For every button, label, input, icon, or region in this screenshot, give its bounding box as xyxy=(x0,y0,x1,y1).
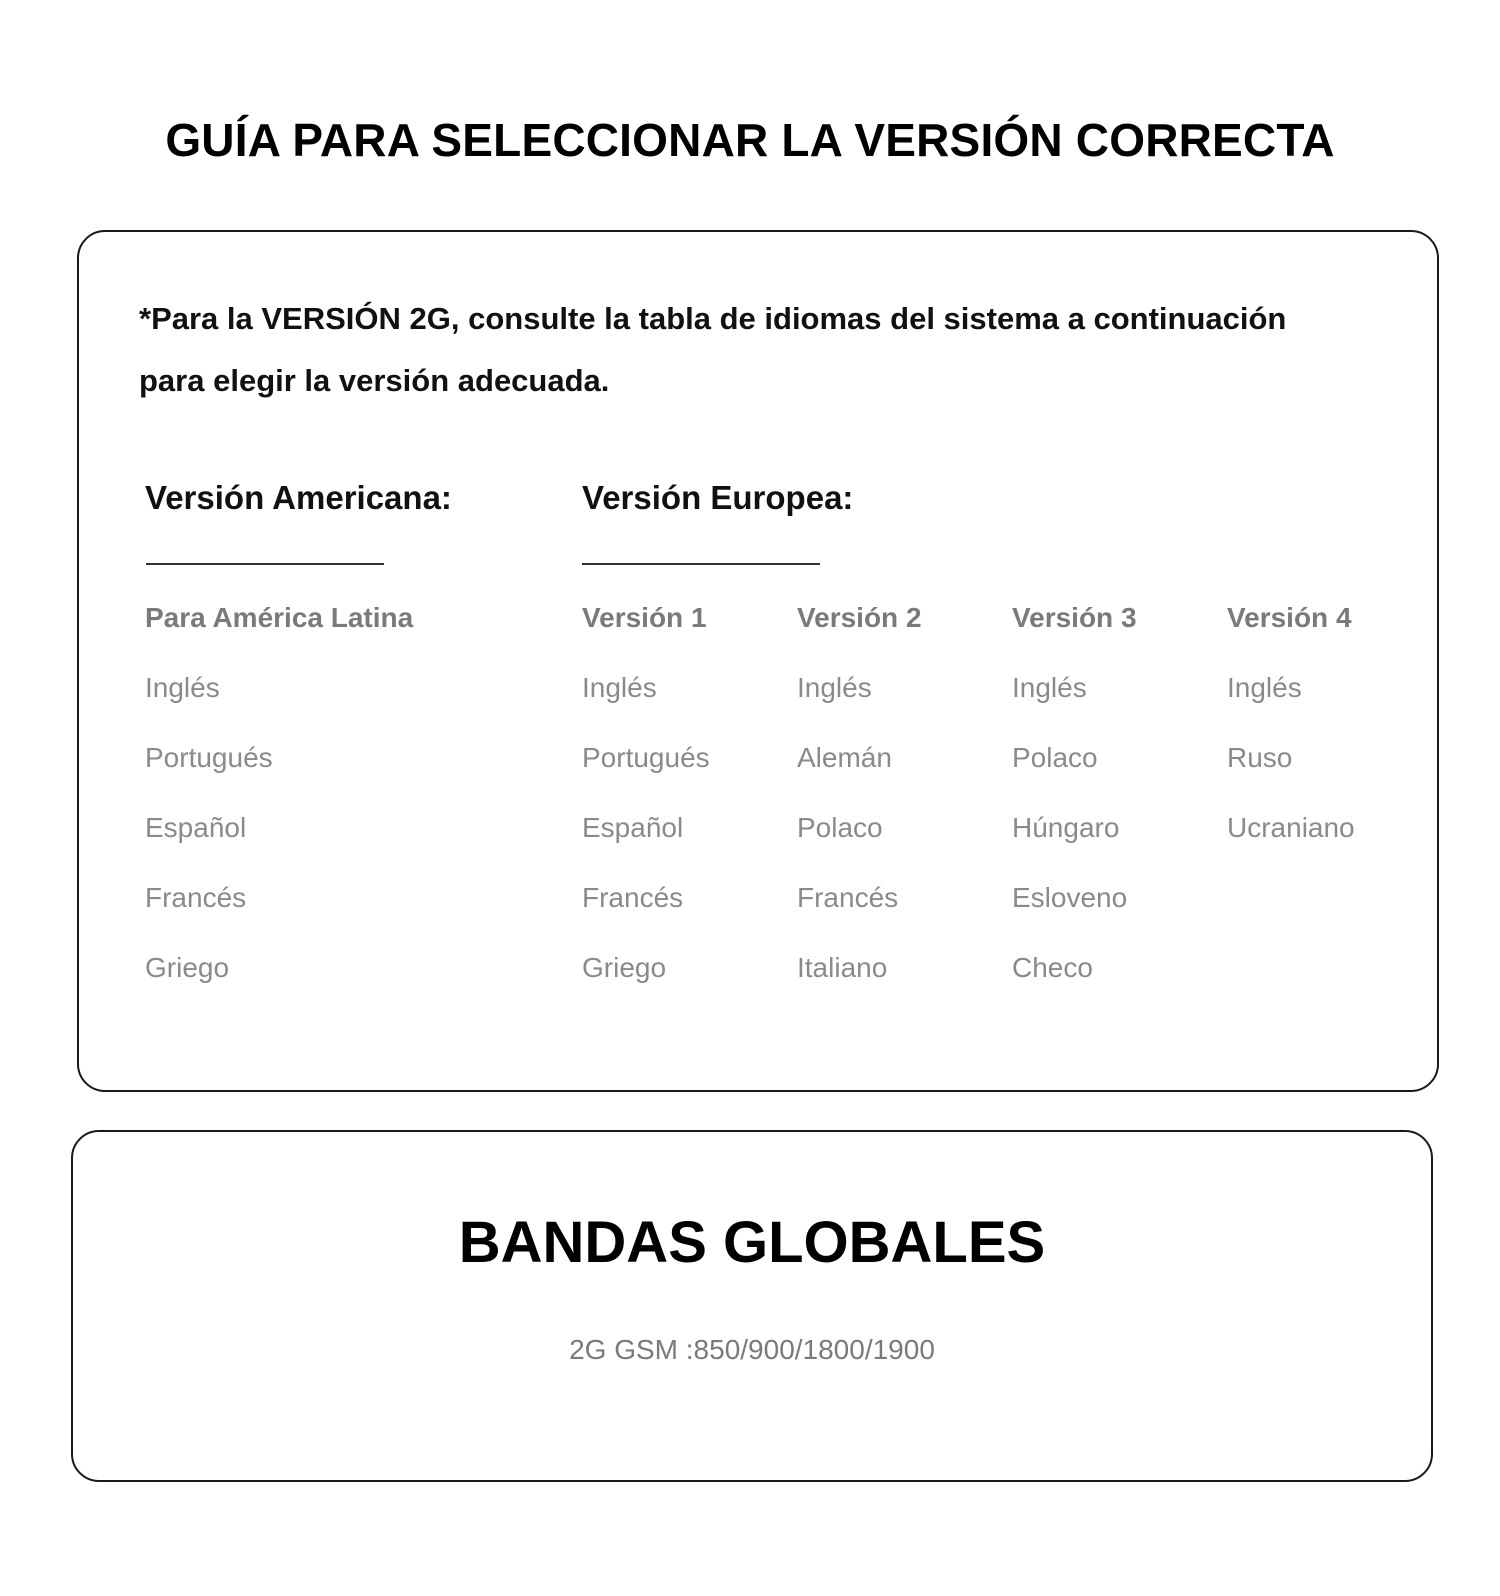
language-item: Francés xyxy=(145,882,247,913)
european-version-heading: Versión Europea: xyxy=(582,479,854,516)
european-heading-divider xyxy=(582,563,820,565)
column-header: Para América Latina xyxy=(145,602,414,633)
version-note xyxy=(139,288,1379,412)
bands-frequencies: 2G GSM :850/900/1800/1900 xyxy=(569,1334,935,1365)
language-item: Inglés xyxy=(145,672,220,703)
american-heading-divider xyxy=(146,563,384,565)
language-item: Español xyxy=(582,812,684,843)
language-item: Alemán xyxy=(797,742,892,773)
language-item: Griego xyxy=(145,952,230,983)
column-version-3 xyxy=(1012,600,1137,1020)
language-item: Checo xyxy=(1012,952,1093,983)
language-item: Húngaro xyxy=(1012,812,1120,843)
language-item: Inglés xyxy=(582,672,657,703)
language-item: Inglés xyxy=(797,672,872,703)
language-list xyxy=(1012,670,1137,986)
language-item: Inglés xyxy=(1012,672,1087,703)
column-header: Versión 1 xyxy=(582,602,707,633)
language-item: Portugués xyxy=(582,742,710,773)
column-version-2 xyxy=(797,600,922,1020)
column-version-1 xyxy=(582,600,710,1020)
global-bands-card xyxy=(71,1130,1433,1482)
bands-title: BANDAS GLOBALES xyxy=(458,1210,1046,1275)
language-item: Polaco xyxy=(797,812,883,843)
column-header: Versión 2 xyxy=(797,602,922,633)
column-version-4 xyxy=(1227,600,1355,880)
language-item: Italiano xyxy=(797,952,888,983)
language-item: Francés xyxy=(582,882,684,913)
language-item: Ruso xyxy=(1227,742,1293,773)
language-item: Portugués xyxy=(145,742,273,773)
language-item: Ucraniano xyxy=(1227,812,1355,843)
version-note-line-1: *Para la VERSIÓN 2G, consulte la tabla de idiomas del sistema a continuación xyxy=(139,301,1287,336)
language-list xyxy=(145,670,413,986)
column-header: Versión 4 xyxy=(1227,602,1352,633)
language-list xyxy=(582,670,710,986)
language-item: Español xyxy=(145,812,247,843)
language-list xyxy=(797,670,922,986)
language-table-card xyxy=(77,230,1439,1092)
column-latin-america xyxy=(145,600,413,1020)
language-list xyxy=(1227,670,1355,846)
language-item: Francés xyxy=(797,882,899,913)
column-header: Versión 3 xyxy=(1012,602,1137,633)
language-item: Inglés xyxy=(1227,672,1302,703)
page-title: GUÍA PARA SELECCIONAR LA VERSIÓN CORRECTA xyxy=(165,114,1335,166)
language-item: Esloveno xyxy=(1012,882,1128,913)
american-version-heading: Versión Americana: xyxy=(145,479,452,516)
version-note-line-2: para elegir la versión adecuada. xyxy=(139,363,610,398)
language-item: Griego xyxy=(582,952,667,983)
language-item: Polaco xyxy=(1012,742,1098,773)
